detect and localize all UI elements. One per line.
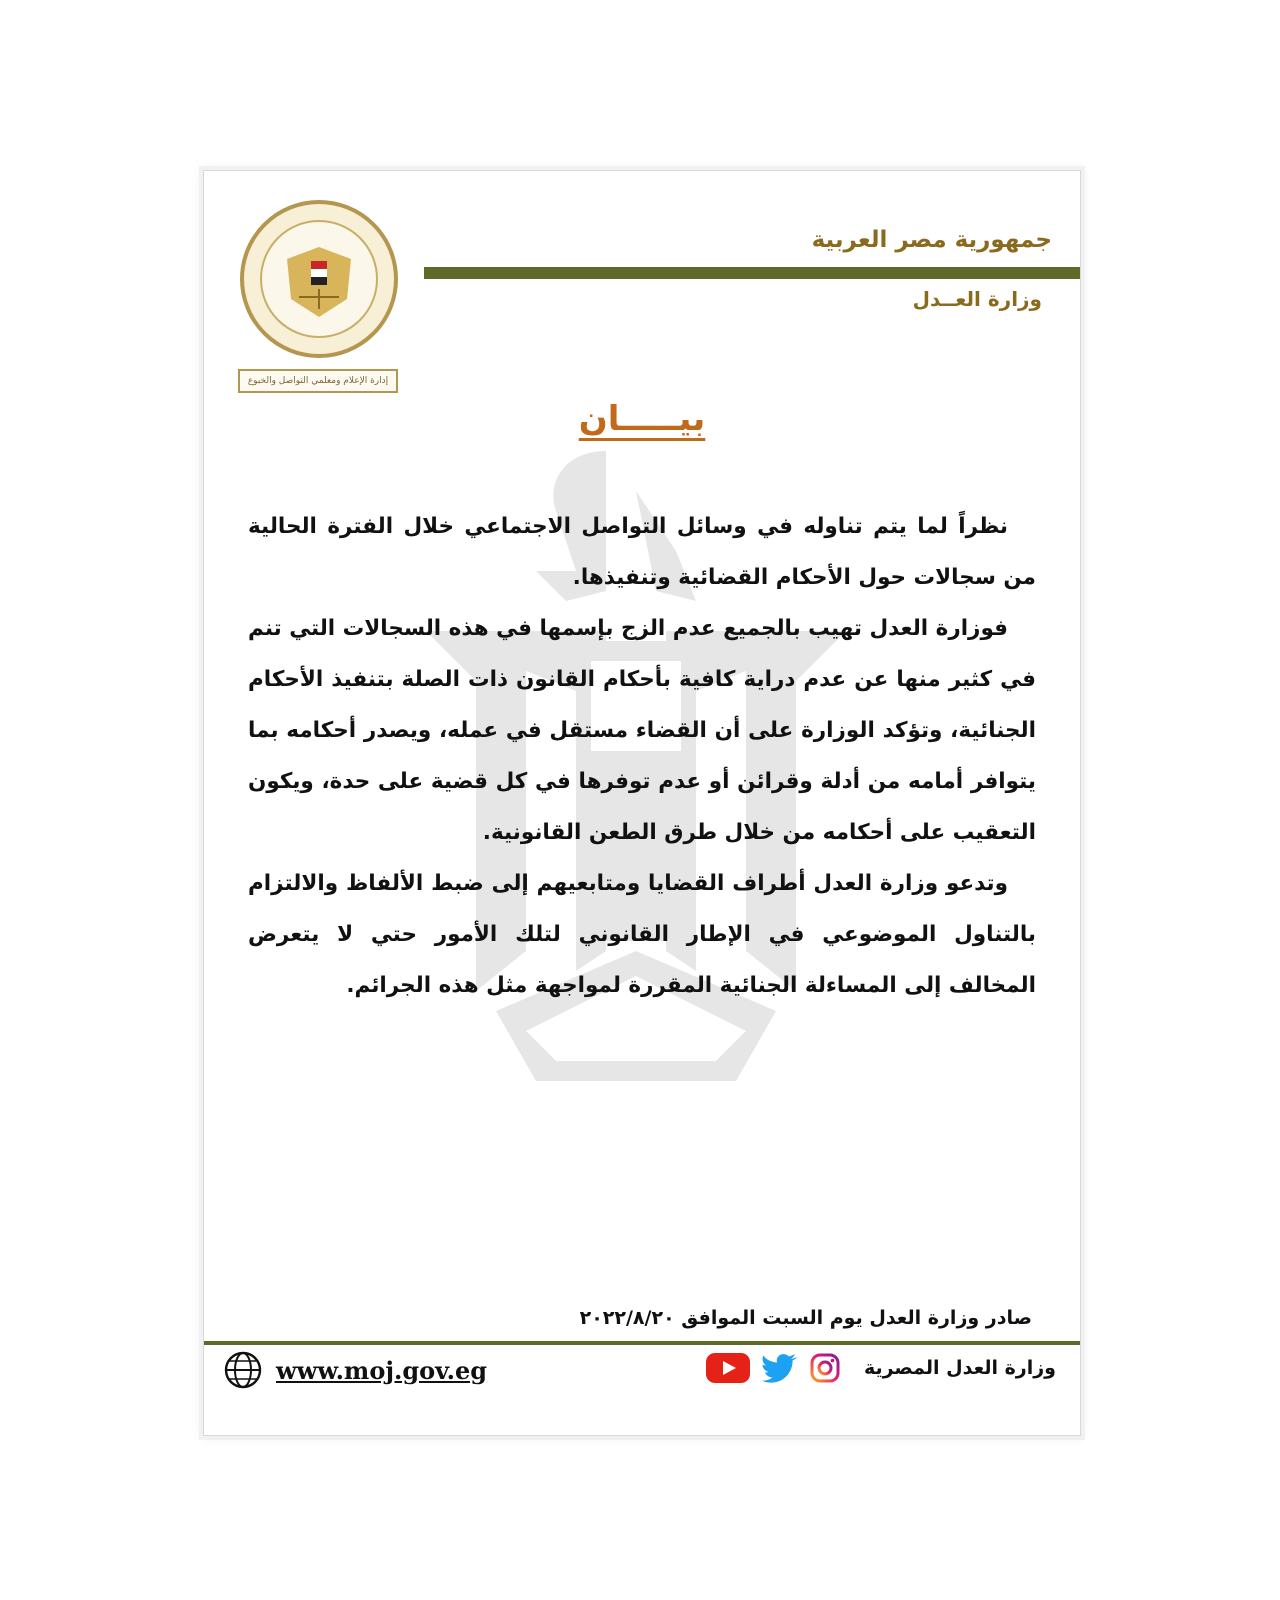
document-title: بيـــــان — [578, 399, 706, 439]
website-link[interactable] — [224, 1351, 487, 1389]
twitter-icon[interactable] — [762, 1353, 798, 1387]
country-heading: جمهورية مصر العربية — [811, 227, 1052, 253]
social-links — [706, 1353, 840, 1387]
logo-caption: إدارة الإعلام ومعلمي التواصل والخبوع — [238, 369, 398, 393]
header-divider — [424, 267, 1080, 279]
footer-ministry-name: وزارة العدل المصرية — [863, 1357, 1056, 1379]
ministry-seal-logo — [239, 199, 399, 359]
footer-divider — [204, 1341, 1080, 1345]
statement-document — [203, 170, 1081, 1436]
statement-body — [248, 501, 1036, 1011]
issued-line: صادر وزارة العدل يوم السبت الموافق ٢٠٢٢/٨/٢٠ — [579, 1307, 1032, 1329]
paragraph-2: فوزارة العدل تهيب بالجميع عدم الزج بإسمها في هذه السجالات التي تنم في كثير منها عن عدم دراية كافية بأحكام القانون ذات الصلة بتنفيذ الأحكام الجنائية، وتؤكد الوزارة على أن القضاء مستقل في عمله، ويصدر أحكامه بما يتوافر أمامه من أدلة وقرائن أو عدم توفرها في كل قضية على حدة، ويكون التعقيب على أحكامه من خلال طرق الطعن القانونية. — [248, 616, 1036, 845]
globe-icon — [224, 1351, 262, 1389]
instagram-icon[interactable] — [810, 1353, 840, 1387]
paragraph-3: وتدعو وزارة العدل أطراف القضايا ومتابعيهم إلى ضبط الألفاظ والالتزام بالتناول الموضوعي في الإطار القانوني لتلك الأمور حتي لا يتعرض المخالف إلى المساءلة الجنائية المقررة لمواجهة مثل هذه الجرائم. — [248, 871, 1036, 998]
youtube-icon[interactable] — [706, 1353, 750, 1387]
paragraph-1: نظراً لما يتم تناوله في وسائل التواصل الاجتماعي خلال الفترة الحالية من سجالات حول الأحكام القضائية وتنفيذها. — [248, 514, 1036, 590]
website-url[interactable]: www.moj.gov.eg — [276, 1355, 488, 1385]
ministry-heading: وزارة العــدل — [912, 287, 1042, 311]
